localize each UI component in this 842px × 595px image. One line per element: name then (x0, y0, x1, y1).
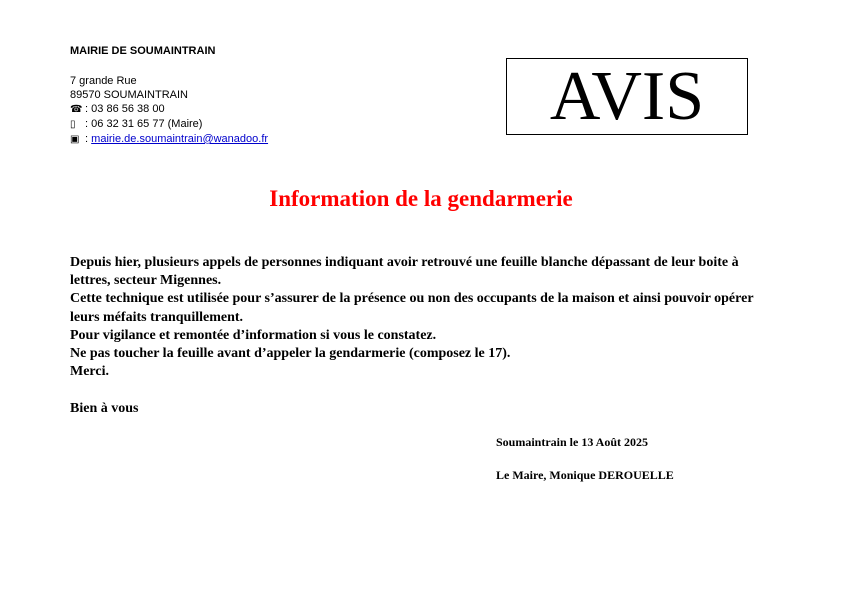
email-link[interactable]: mairie.de.soumaintrain@wanadoo.fr (91, 133, 269, 145)
address-city: 89570 SOUMAINTRAIN (70, 89, 188, 101)
notice-label: AVIS (549, 57, 705, 135)
mobile-line (70, 117, 268, 132)
signature-place-date: Soumaintrain le 13 Août 2025 (496, 435, 649, 449)
mobile-number: : 06 32 31 65 77 (Maire) (82, 118, 203, 130)
address-street: 7 grande Rue (70, 75, 137, 87)
phone-line (70, 102, 268, 117)
organization-name: MAIRIE DE SOUMAINTRAIN (70, 45, 216, 57)
fax-icon: ▣ (70, 134, 80, 145)
email-line (70, 132, 268, 147)
mobile-phone-icon: ▯ (70, 119, 76, 130)
signature-signer: Le Maire, Monique DEROUELLE (496, 468, 674, 482)
notice-label-box (506, 58, 748, 135)
phone-number: : 03 86 56 38 00 (82, 103, 165, 115)
body-paragraph: Depuis hier, plusieurs appels de personnes indiquant avoir retrouvé une feuille blanche dépassant de leur boite à lettres, secteur Migennes. (70, 255, 739, 289)
body-paragraph: Ne pas toucher la feuille avant d’appeler la gendarmerie (composez le 17). (70, 346, 511, 362)
notice-title: Information de la gendarmerie (269, 186, 573, 211)
closing-text: Bien à vous (70, 401, 139, 416)
contact-block (70, 74, 268, 147)
notice-body (70, 254, 770, 381)
body-paragraph: Pour vigilance et remontée d’information si vous le constatez. (70, 327, 437, 343)
body-paragraph: Merci. (70, 364, 109, 380)
phone-icon: ☎ (70, 104, 83, 115)
email-prefix: : (82, 133, 92, 145)
body-paragraph: Cette technique est utilisée pour s’assurer de la présence ou non des occupants de la maison et ainsi pouvoir opérer leurs méfaits tranquillement. (70, 291, 754, 325)
